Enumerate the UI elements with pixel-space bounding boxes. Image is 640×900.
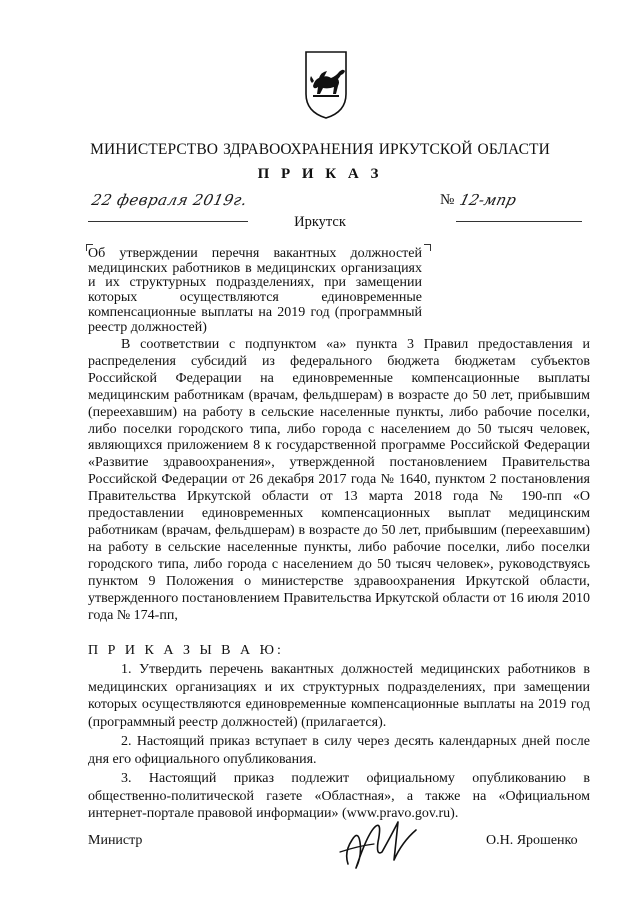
- order-item: 1. Утвердить перечень вакантных должностей медицинских работников в медицинских организациях и их структурных подразделениях, при замещении которых осуществляются единовременные компенсационные выплаты на 2019 год (программный реестр должностей) (прилагается).: [88, 662, 590, 730]
- order-subject: Об утверждении перечня вакантных должностей медицинских работников в медицинских организациях и их структурных подразделениях, при замещении которых осуществляются единовременные компенсационные выплаты на 2019 год (программный реестр должностей): [88, 246, 422, 335]
- city: Иркутск: [294, 214, 346, 230]
- order-item: 3. Настоящий приказ подлежит официальному опубликованию в общественно-политической газете «Областная», а также на «Официальном интернет-портале правовой информации» (www.pravo.gov.ru).: [88, 771, 590, 821]
- order-number: 12-мпр: [457, 191, 519, 209]
- order-word: П Р И К А З Ы В А Ю:: [88, 643, 284, 658]
- ministry-name: МИНИСТЕРСТВО ЗДРАВООХРАНЕНИЯ ИРКУТСКОЙ ОБЛАСТИ: [90, 141, 550, 158]
- order-date: 22 февраля 2019г.: [90, 191, 249, 209]
- order-items: [88, 661, 590, 825]
- signatory-title: Министр: [88, 833, 143, 848]
- number-sign: №: [440, 192, 455, 208]
- order-item: 2. Настоящий приказ вступает в силу через десять календарных дней после дня его официального опубликования.: [88, 734, 590, 767]
- preamble-text: В соответствии с подпунктом «а» пункта 3 Правил предоставления и распределения субсидий из федерального бюджета бюджетам субъектов Российской Федерации на единовременные компенсационные выплаты медицинским работникам (врачам, фельдшерам) в возрасте до 50 лет, прибывшим (переехавшим) на работу в сельские населенные пункты, либо рабочие поселки, либо поселки городского типа, либо города с населением до 50 тысяч человек, являющихся приложением 8 к государственной программе Российской Федерации «Развитие здравоохранения», утвержденной постановлением Правительства Российской Федерации от 26 декабря 2017 года № 1640, пунктом 2 постановления Правительства Иркутской области от 13 марта 2018 года № 190-пп «О предоставлении единовременных компенсационных выплат медицинским работникам (врачам, фельдшерам) в возрасте до 50 лет, прибывшим (переехавшим) на работу в сельские населенные пункты, либо рабочие поселки, либо поселки городского типа, либо города с населением до 50 тысяч человек», руководствуясь пунктом 9 Положения о министерстве здравоохранения Иркутской области, утвержденного постановлением Правительства Иркутской области от 16 июля 2010 года № 174-пп,: [88, 337, 590, 623]
- subject-corner-right: [424, 244, 431, 251]
- preamble: [88, 337, 590, 624]
- order-title: П Р И К А З: [257, 166, 383, 182]
- signatory-name: О.Н. Ярошенко: [486, 833, 578, 848]
- coat-of-arms-icon: [303, 50, 349, 120]
- signature-icon: [338, 812, 428, 878]
